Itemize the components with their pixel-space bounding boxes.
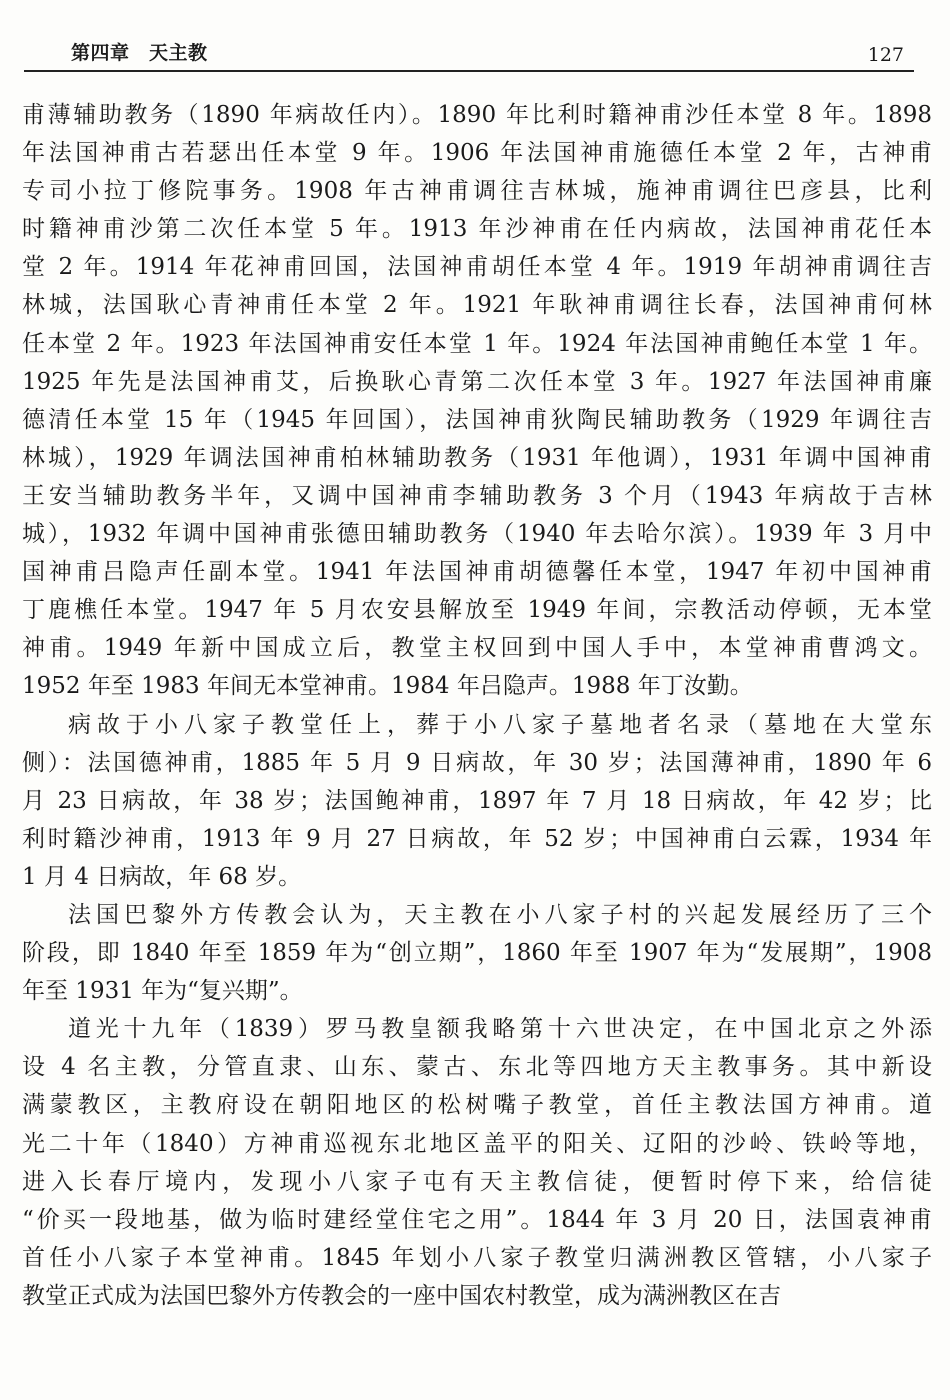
text-line: 1 月 4 日病故，年 68 岁。 xyxy=(22,863,302,890)
text-line: 堂 2 年。1914 年花神甫回国，法国神甫胡任本堂 4 年。1919 年胡神甫调往吉 xyxy=(22,254,932,281)
text-line: 年法国神甫古若瑟出任本堂 9 年。1906 年法国神甫施德任本堂 2 年，古神甫 xyxy=(22,140,932,167)
text-line: 1925 年先是法国神甫艾，后换耿心青第二次任本堂 3 年。1927 年法国神甫廉 xyxy=(22,368,932,395)
text-line: “价买一段地基，做为临时建经堂住宅之用”。1844 年 3 月 20 日，法国袁神甫 xyxy=(22,1206,932,1233)
page-number: 127 xyxy=(867,44,904,66)
text-line: 病故于小八家子教堂任上，葬于小八家子墓地者名录（墓地在大堂东 xyxy=(68,711,932,738)
text-line: 国神甫吕隐声任副本堂。1941 年法国神甫胡德馨任本堂，1947 年初中国神甫 xyxy=(22,559,932,586)
text-line: 道光十九年（1839）罗马教皇额我略第十六世决定，在中国北京之外添 xyxy=(68,1016,932,1043)
paragraph xyxy=(22,706,932,896)
text-line: 年至 1931 年为“复兴期”。 xyxy=(22,978,303,1005)
text-line: 进入长春厅境内，发现小八家子屯有天主教信徒，便暂时停下来，给信徒 xyxy=(22,1168,932,1195)
text-line: 1952 年至 1983 年间无本堂神甫。1984 年吕隐声。1988 年丁汝勤。 xyxy=(22,673,753,700)
text-line: 林城），1929 年调法国神甫柏林辅助教务（1931 年他调），1931 年调中国神甫 xyxy=(22,444,932,471)
body-text xyxy=(22,96,932,1315)
text-line: 首任小八家子本堂神甫。1845 年划小八家子教堂归满洲教区管辖，小八家子 xyxy=(22,1244,932,1271)
chapter-title: 第四章 天主教 xyxy=(71,42,208,64)
text-line: 德清任本堂 15 年（1945 年回国），法国神甫狄陶民辅助教务（1929 年调往吉 xyxy=(22,406,932,433)
text-line: 城），1932 年调中国神甫张德田辅助教务（1940 年去哈尔滨）。1939 年 3 月中 xyxy=(22,521,932,548)
text-line: 满蒙教区，主教府设在朝阳地区的松树嘴子教堂，首任主教法国方神甫。道 xyxy=(22,1092,932,1119)
text-line: 任本堂 2 年。1923 年法国神甫安任本堂 1 年。1924 年法国神甫鲍任本堂 1 年。 xyxy=(22,330,932,357)
text-line: 甫薄辅助教务（1890 年病故任内）。1890 年比利时籍神甫沙任本堂 8 年。1898 xyxy=(22,102,932,128)
text-line: 林城，法国耿心青神甫任本堂 2 年。1921 年耿神甫调往长春，法国神甫何林 xyxy=(22,292,932,319)
text-line: 时籍神甫沙第二次任本堂 5 年。1913 年沙神甫在任内病故，法国神甫花任本 xyxy=(22,216,932,243)
paragraph xyxy=(22,96,932,706)
text-line: 专司小拉丁修院事务。1908 年古神甫调往吉林城，施神甫调往巴彦县，比利 xyxy=(22,178,932,205)
paragraph xyxy=(22,1010,932,1315)
running-header xyxy=(24,28,914,72)
text-line: 教堂正式成为法国巴黎外方传教会的一座中国农村教堂，成为满洲教区在吉 xyxy=(22,1282,781,1309)
text-line: 光二十年（1840）方神甫巡视东北地区盖平的阳关、辽阳的沙岭、铁岭等地， xyxy=(22,1130,932,1157)
text-line: 神甫。1949 年新中国成立后，教堂主权回到中国人手中，本堂神甫曹鸿文。 xyxy=(22,635,932,662)
text-line: 丁鹿樵任本堂。1947 年 5 月农安县解放至 1949 年间，宗教活动停顿，无本堂 xyxy=(22,597,932,624)
header-rule xyxy=(24,70,914,72)
text-line: 阶段，即 1840 年至 1859 年为“创立期”，1860 年至 1907 年为“发展期”，1908 xyxy=(22,940,932,967)
text-line: 设 4 名主教，分管直隶、山东、蒙古、东北等四地方天主教事务。其中新设 xyxy=(22,1054,932,1081)
text-line: 月 23 日病故，年 38 岁；法国鲍神甫，1897 年 7 月 18 日病故，年 42 岁；比 xyxy=(22,787,932,814)
text-line: 侧）：法国德神甫，1885 年 5 月 9 日病故，年 30 岁；法国薄神甫，1890 年 6 xyxy=(22,749,932,776)
text-line: 利时籍沙神甫，1913 年 9 月 27 日病故，年 52 岁；中国神甫白云霖，1934 年 xyxy=(22,825,932,852)
text-line: 王安当辅助教务半年，又调中国神甫李辅助教务 3 个月（1943 年病故于吉林 xyxy=(22,482,932,509)
paragraph xyxy=(22,896,932,1010)
text-line: 法国巴黎外方传教会认为，天主教在小八家子村的兴起发展经历了三个 xyxy=(68,901,932,928)
